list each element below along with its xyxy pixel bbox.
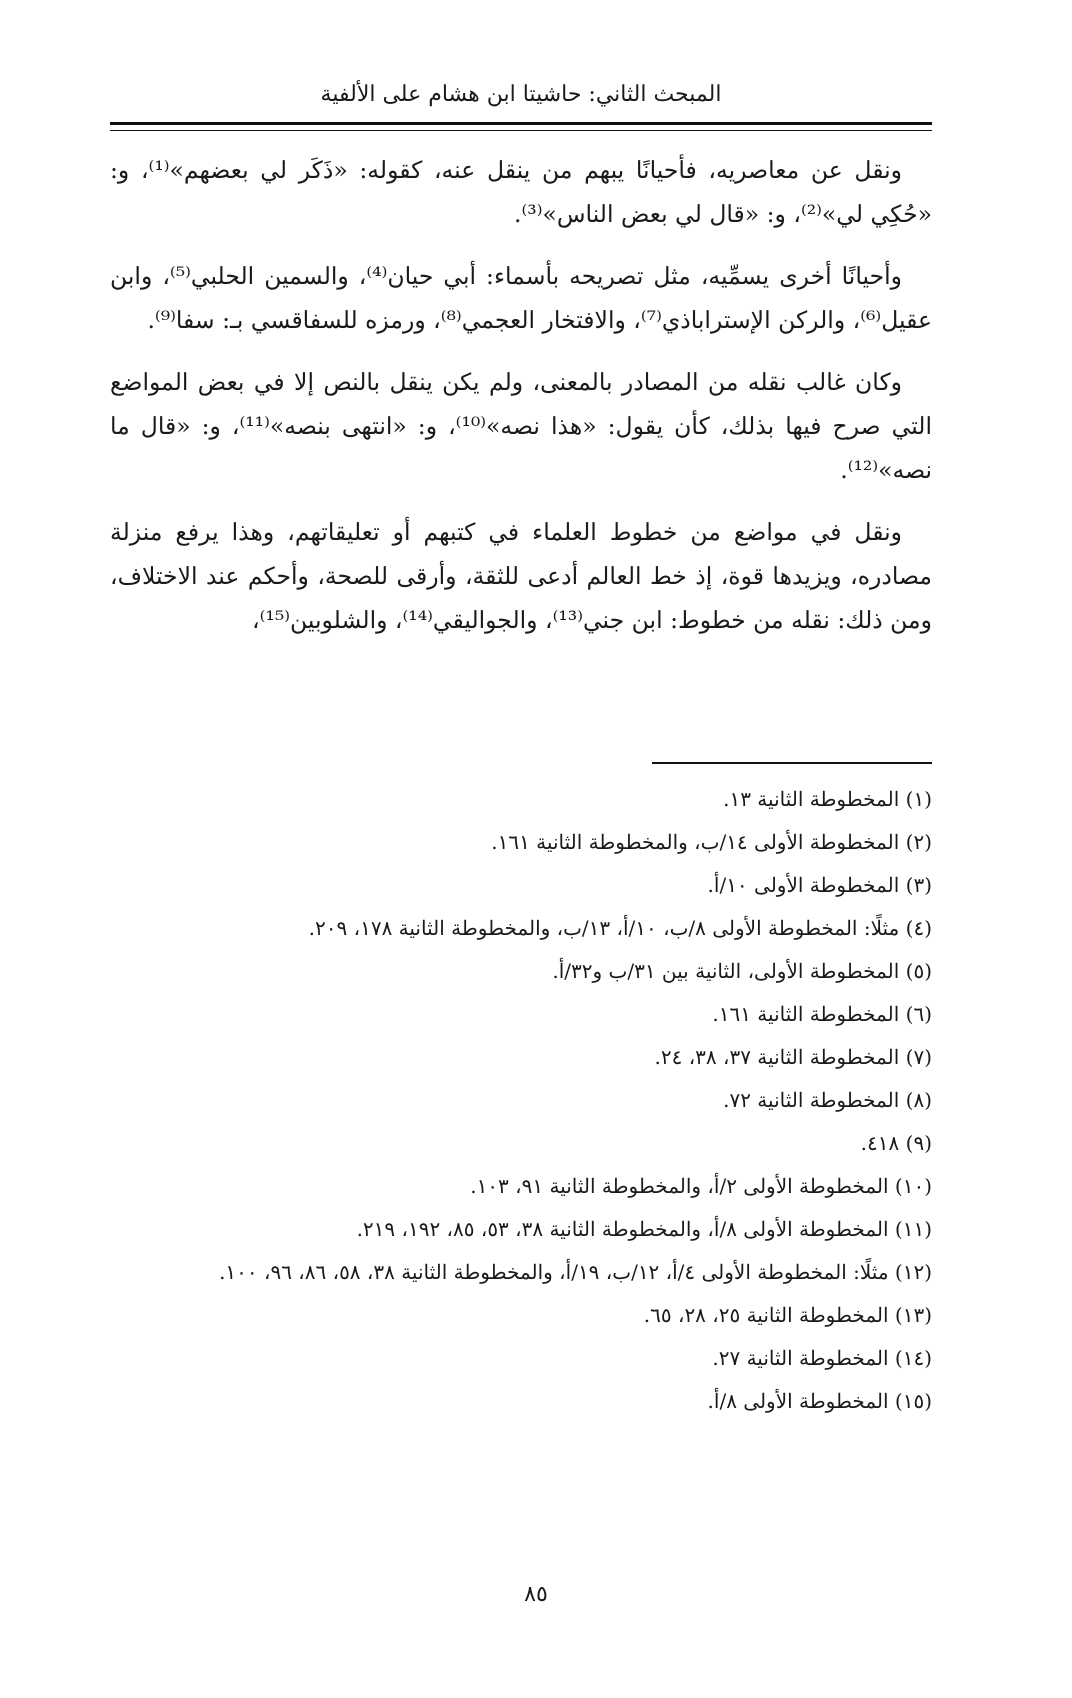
header-rule-thick bbox=[110, 122, 932, 125]
header-rule-thin bbox=[110, 130, 932, 131]
footnote-separator bbox=[652, 762, 932, 764]
footnote: (٣) المخطوطة الأولى ١٠/أ. bbox=[707, 873, 932, 897]
paragraph: وكان غالب نقله من المصادر بالمعنى، ولم يكن ينقل بالنص إلا في بعض المواضع التي صرح فيها بذلك، كأن يقول: «هذا نصه»⁽¹⁰⁾، و: «انتهى بنصه»⁽¹¹⁾، و: «قال ما نصه»⁽¹²⁾. bbox=[110, 368, 932, 484]
footnote: (٤) مثلًا: المخطوطة الأولى ٨/ب، ١٠/أ، ١٣/ب، والمخطوطة الثانية ١٧٨، ٢٠٩. bbox=[308, 916, 932, 940]
footnote: (١٤) المخطوطة الثانية ٢٧. bbox=[712, 1346, 932, 1370]
paragraph: وأحيانًا أخرى يسمِّيه، مثل تصريحه بأسماء: أبي حيان⁽⁴⁾، والسمين الحلبي⁽⁵⁾، وابن عقيل⁽⁶⁾، والركن الإستراباذي⁽⁷⁾، والافتخار العجمي⁽⁸⁾، ورمزه للسفاقسي بـ: سفا⁽⁹⁾. bbox=[110, 262, 932, 334]
footnote: (١٥) المخطوطة الأولى ٨/أ. bbox=[707, 1389, 932, 1413]
footnote: (٦) المخطوطة الثانية ١٦١. bbox=[712, 1002, 932, 1026]
paragraph: ونقل في مواضع من خطوط العلماء في كتبهم أو تعليقاتهم، وهذا يرفع منزلة مصادره، ويزيدها قوة، إذ خط العالم أدعى للثقة، وأرقى للصحة، وأحكم عند الاختلاف، ومن ذلك: نقله من خطوط: ابن جني⁽¹³⁾، والجواليقي⁽¹⁴⁾، والشلوبين⁽¹⁵⁾، bbox=[110, 518, 932, 634]
footnote: (٢) المخطوطة الأولى ١٤/ب، والمخطوطة الثانية ١٦١. bbox=[491, 830, 932, 854]
footnote-list bbox=[110, 778, 932, 1423]
running-head-title: المبحث الثاني: حاشيتا ابن هشام على الألفية bbox=[320, 82, 722, 107]
footnote: (١١) المخطوطة الأولى ٨/أ، والمخطوطة الثانية ٣٨، ٥٣، ٨٥، ١٩٢، ٢١٩. bbox=[356, 1217, 932, 1241]
main-text bbox=[110, 148, 932, 660]
footnote: (٨) المخطوطة الثانية ٧٢. bbox=[723, 1088, 932, 1112]
footnote: (١٢) مثلًا: المخطوطة الأولى ٤/أ، ١٢/ب، ١٩/أ، والمخطوطة الثانية ٣٨، ٥٨، ٨٦، ٩٦، ١٠٠. bbox=[219, 1260, 932, 1284]
footnote: (١٠) المخطوطة الأولى ٢/أ، والمخطوطة الثانية ٩١، ١٠٣. bbox=[470, 1174, 932, 1198]
footnote: (٥) المخطوطة الأولى، الثانية بين ٣١/ب و٣٢/أ. bbox=[552, 959, 932, 983]
footnote: (٩) ٤١٨. bbox=[860, 1131, 932, 1155]
footnote: (١٣) المخطوطة الثانية ٢٥، ٢٨، ٦٥. bbox=[643, 1303, 932, 1327]
footnote: (٧) المخطوطة الثانية ٣٧، ٣٨، ٢٤. bbox=[654, 1045, 932, 1069]
footnote: (١) المخطوطة الثانية ١٣. bbox=[723, 787, 932, 811]
page-number: ٨٥ bbox=[524, 1582, 548, 1607]
paragraph: ونقل عن معاصريه، فأحيانًا يبهم من ينقل عنه، كقوله: «ذَكَر لي بعضهم»⁽¹⁾، و: «حُكِي لي»⁽²⁾، و: «قال لي بعض الناس»⁽³⁾. bbox=[110, 156, 932, 228]
